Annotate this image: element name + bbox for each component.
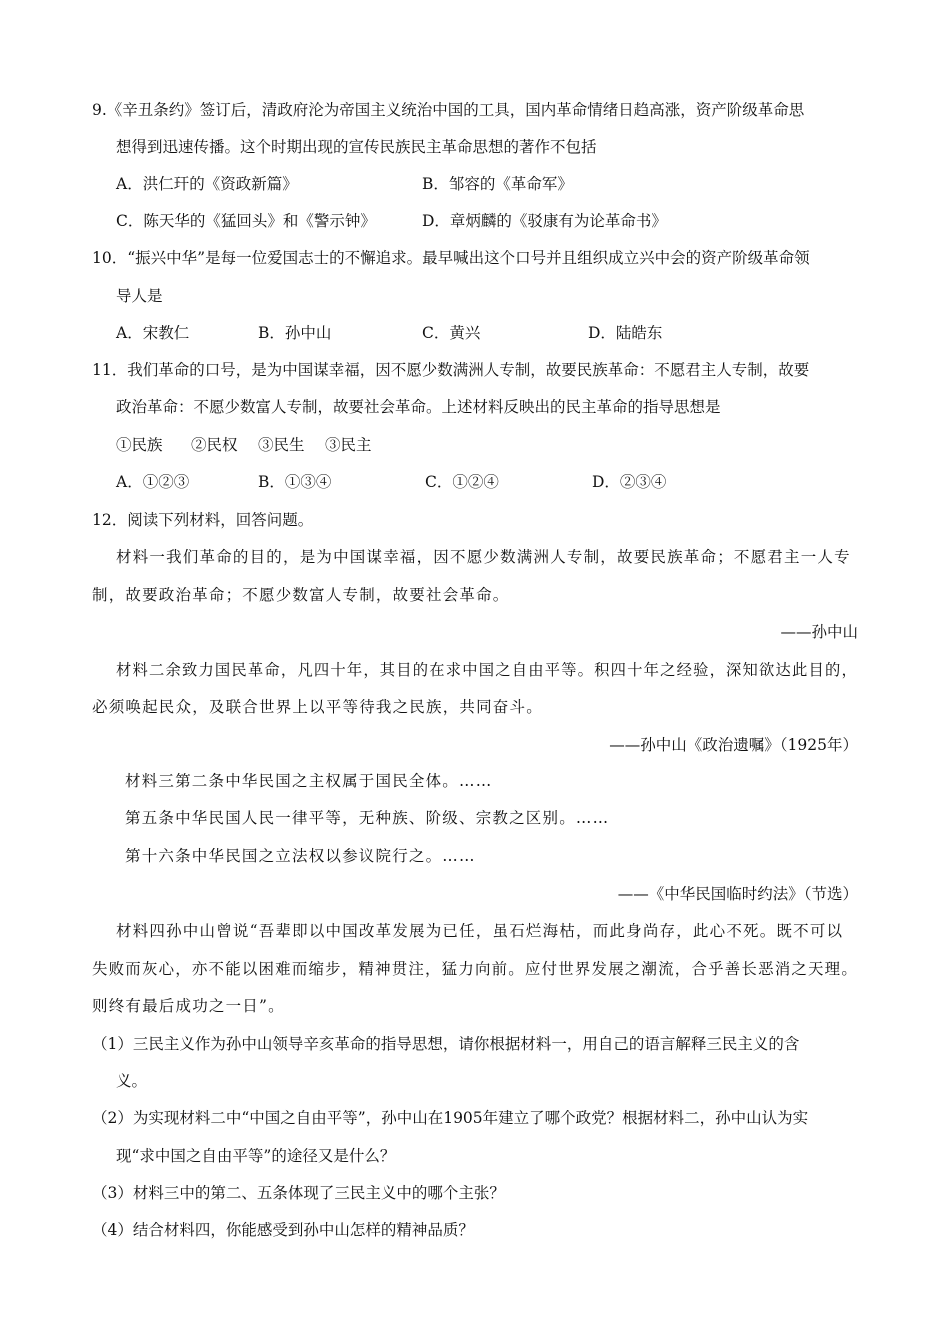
q9-option-a: A．洪仁玕的《资政新篇》 — [116, 175, 298, 193]
q9-option-d: D．章炳麟的《驳康有为论革命书》 — [422, 212, 667, 230]
q11-item-2: ②民权 — [191, 436, 238, 454]
q11-option-b: B．①③④ — [258, 473, 332, 491]
q11-stem-line1: 11．我们革命的口号，是为中国谋幸福，因不愿少数满洲人专制，故要民族革命：不愿君主人专制，故要 — [92, 361, 810, 379]
q10-option-c: C．黄兴 — [422, 324, 481, 342]
q12-subquestion2-line2: 现“求中国之自由平等”的途径又是什么？ — [116, 1147, 396, 1165]
q12-material4-line2: 失败而灰心，亦不能以困难而缩步，精神贯注，猛力向前。应付世界发展之潮流，合乎善长恶消之天理。 — [92, 960, 858, 978]
q11-option-d: D．②③④ — [592, 473, 667, 491]
q10-option-a: A．宋教仁 — [116, 324, 190, 342]
q12-material3-line3: 第十六条中华民国之立法权以参议院行之。…… — [125, 847, 476, 865]
q12-material1-line2: 制，故要政治革命；不愿少数富人专制，故要社会革命。 — [92, 586, 510, 604]
q12-material3-line1: 材料三第二条中华民国之主权属于国民全体。…… — [125, 772, 493, 790]
q12-material3-line2: 第五条中华民国人民一律平等，无种族、阶级、宗教之区别。…… — [125, 809, 610, 827]
q12-material2-source: ——孙中山《政治遗嘱》（1925年） — [609, 736, 858, 754]
q9-stem-line2: 想得到迅速传播。这个时期出现的宣传民族民主革命思想的著作不包括 — [116, 138, 597, 156]
q9-option-b: B．邹容的《革命军》 — [422, 175, 573, 193]
q11-stem-line2: 政治革命：不愿少数富人专制，故要社会革命。上述材料反映出的民主革命的指导思想是 — [116, 398, 721, 416]
q12-material4-line3: 则终有最后成功之一日”。 — [92, 997, 285, 1015]
q12-title: 12．阅读下列材料，回答问题。 — [92, 511, 314, 529]
q12-subquestion2-line1: （2）为实现材料二中“中国之自由平等”，孙中山在1905年建立了哪个政党？根据材料二，孙中山认为实 — [92, 1109, 809, 1127]
q10-stem-line2: 导人是 — [116, 287, 163, 305]
q11-item-4: ③民主 — [325, 436, 372, 454]
q10-option-b: B．孙中山 — [258, 324, 332, 342]
q11-item-1: ①民族 — [116, 436, 163, 454]
q12-material2-line2: 必须唤起民众，及联合世界上以平等待我之民族，共同奋斗。 — [92, 698, 543, 716]
q12-material4-line1: 材料四孙中山曾说“吾辈即以中国改革发展为已任，虽石烂海枯，而此身尚存，此心不死。既不可以 — [116, 922, 844, 940]
q12-subquestion3: （3）材料三中的第二、五条体现了三民主义中的哪个主张？ — [92, 1184, 505, 1202]
q11-option-a: A．①②③ — [116, 473, 190, 491]
q12-material1-line1: 材料一我们革命的目的，是为中国谋幸福，因不愿少数满洲人专制，故要民族革命；不愿君主一人专 — [116, 548, 851, 566]
q12-subquestion1-line1: （1）三民主义作为孙中山领导辛亥革命的指导思想，请你根据材料一，用自己的语言解释三民主义的含 — [92, 1035, 800, 1053]
q10-option-d: D．陆皓东 — [588, 324, 663, 342]
q10-stem-line1: 10．“振兴中华”是每一位爱国志士的不懈追求。最早喊出这个口号并且组织成立兴中会的资产阶级革命领 — [92, 249, 810, 267]
q12-subquestion1-line2: 义。 — [116, 1072, 148, 1090]
q12-material3-source: ——《中华民国临时约法》（节选） — [617, 885, 858, 903]
q11-option-c: C．①②④ — [425, 473, 499, 491]
q12-material1-source: ——孙中山 — [780, 623, 858, 641]
q12-material2-line1: 材料二余致力国民革命，凡四十年，其目的在求中国之自由平等。积四十年之经验，深知欲达此目的， — [116, 661, 858, 679]
q9-option-c: C．陈天华的《猛回头》和《警示钟》 — [116, 212, 376, 230]
q9-stem-line1: 9.《辛丑条约》签订后，清政府沦为帝国主义统治中国的工具，国内革命情绪日趋高涨，资产阶级革命思 — [92, 101, 805, 119]
q11-item-3: ③民生 — [258, 436, 305, 454]
q12-subquestion4: （4）结合材料四，你能感受到孙中山怎样的精神品质？ — [92, 1221, 474, 1239]
